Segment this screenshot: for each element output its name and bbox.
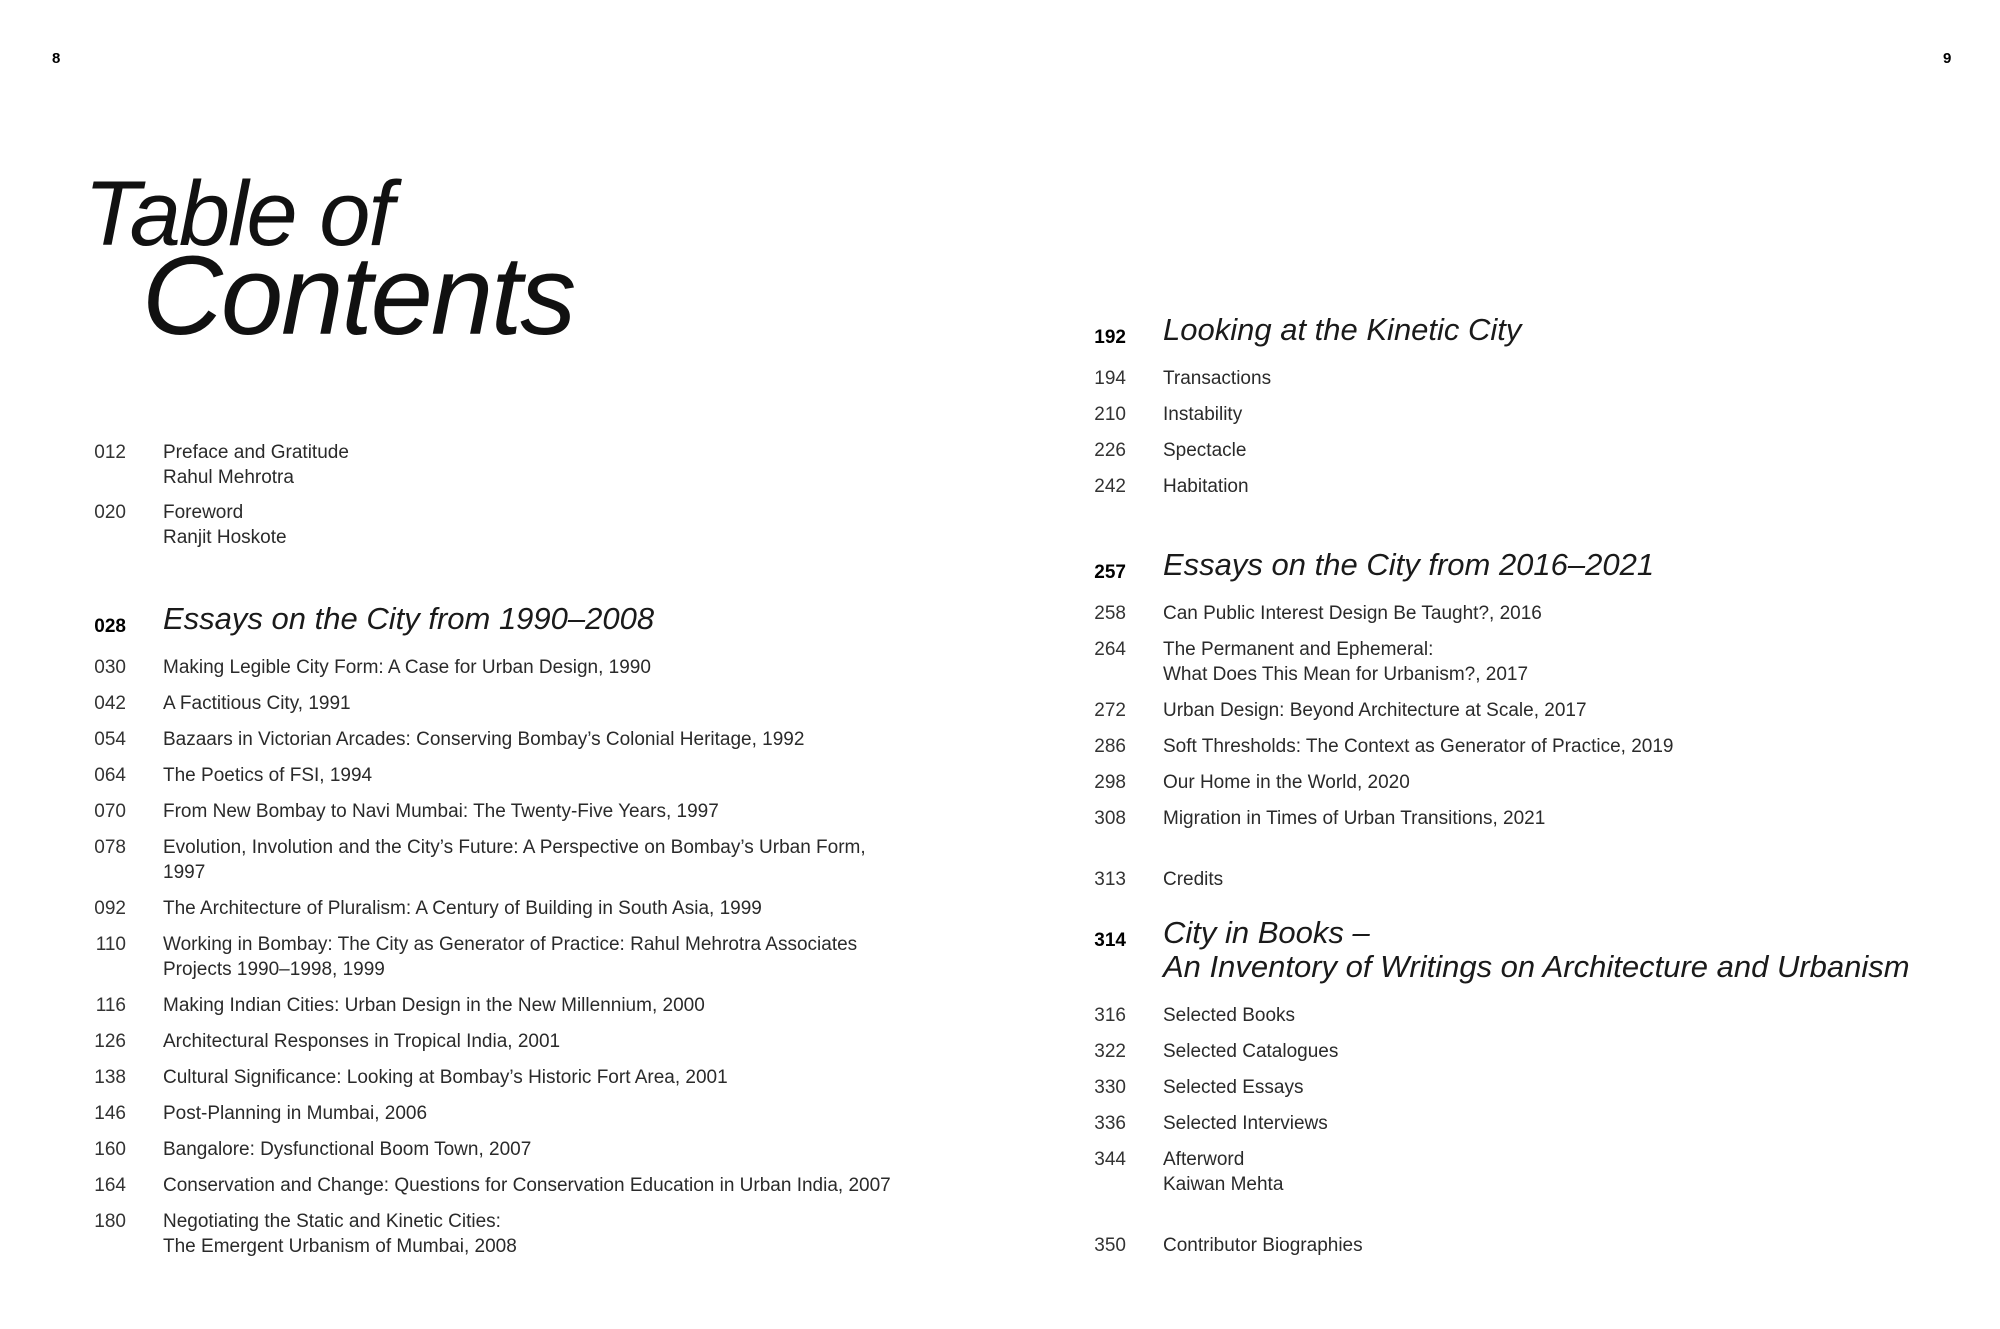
toc-page-number: 180 bbox=[94, 1211, 126, 1232]
toc-entry-author: Rahul Mehrotra bbox=[163, 467, 294, 488]
toc-page-number: 258 bbox=[1094, 603, 1126, 624]
toc-page-number: 350 bbox=[1094, 1235, 1126, 1256]
toc-entry-author: Ranjit Hoskote bbox=[163, 527, 287, 548]
toc-page-number: 344 bbox=[1094, 1149, 1126, 1170]
toc-entry-title: Architectural Responses in Tropical India, 2001 bbox=[163, 1031, 561, 1052]
toc-entry-title: Cultural Significance: Looking at Bombay’s Historic Fort Area, 2001 bbox=[163, 1067, 728, 1088]
toc-entry-title: Spectacle bbox=[1163, 440, 1247, 461]
toc-entry-title: Evolution, Involution and the City’s Future: A Perspective on Bombay’s Urban Form, bbox=[163, 837, 866, 858]
section-page-number: 192 bbox=[1094, 327, 1126, 348]
section-page-number: 314 bbox=[1094, 930, 1126, 951]
page-number-left: 8 bbox=[52, 50, 61, 67]
toc-entry-title: Habitation bbox=[1163, 476, 1249, 497]
toc-page-number: 316 bbox=[1094, 1005, 1126, 1026]
toc-entry-title: Instability bbox=[1163, 404, 1243, 425]
toc-page-number: 092 bbox=[94, 898, 126, 919]
toc-page-number: 336 bbox=[1094, 1113, 1126, 1134]
section-title: Essays on the City from 1990–2008 bbox=[163, 601, 655, 636]
toc-page-number: 313 bbox=[1094, 869, 1126, 890]
toc-entry-title-continued: What Does This Mean for Urbanism?, 2017 bbox=[1163, 664, 1529, 685]
title-line-2: Contents bbox=[142, 233, 575, 358]
toc-entry-title-continued: 1997 bbox=[163, 862, 206, 883]
toc-entry-title: Contributor Biographies bbox=[1163, 1235, 1363, 1256]
toc-entry-title-continued: The Emergent Urbanism of Mumbai, 2008 bbox=[163, 1236, 517, 1257]
toc-page-number: 042 bbox=[94, 693, 126, 714]
toc-page-number: 020 bbox=[94, 502, 126, 523]
toc-entry-title: Urban Design: Beyond Architecture at Scale, 2017 bbox=[1163, 700, 1587, 721]
section-page-number: 028 bbox=[94, 616, 126, 637]
toc-page-number: 164 bbox=[94, 1175, 126, 1196]
toc-entry-title: Soft Thresholds: The Context as Generator of Practice, 2019 bbox=[1163, 736, 1674, 757]
toc-page-number: 012 bbox=[94, 442, 126, 463]
toc-entry-title: Foreword bbox=[163, 502, 244, 523]
toc-page-number: 030 bbox=[94, 657, 126, 678]
toc-page-number: 126 bbox=[94, 1031, 126, 1052]
toc-entry-title: Post-Planning in Mumbai, 2006 bbox=[163, 1103, 428, 1124]
toc-page-number: 210 bbox=[1094, 404, 1126, 425]
section-title: City in Books – bbox=[1163, 915, 1370, 950]
toc-entry-title: Afterword bbox=[1163, 1149, 1245, 1170]
toc-page-number: 054 bbox=[94, 729, 126, 750]
toc-entry-title: Our Home in the World, 2020 bbox=[1163, 772, 1410, 793]
toc-entry-title: A Factitious City, 1991 bbox=[163, 693, 351, 714]
toc-entry-title: Credits bbox=[1163, 869, 1224, 890]
toc-page-number: 110 bbox=[95, 934, 126, 955]
toc-page-number: 064 bbox=[94, 765, 126, 786]
toc-entry-title: Bangalore: Dysfunctional Boom Town, 2007 bbox=[163, 1139, 532, 1160]
toc-page-number: 160 bbox=[94, 1139, 126, 1160]
toc-entry-title: Selected Catalogues bbox=[1163, 1041, 1339, 1062]
toc-entry-title: Selected Interviews bbox=[1163, 1113, 1328, 1134]
toc-page-number: 298 bbox=[1094, 772, 1126, 793]
toc-entry-title: Selected Books bbox=[1163, 1005, 1296, 1026]
toc-page-number: 242 bbox=[1094, 476, 1126, 497]
toc-entry-title: Selected Essays bbox=[1163, 1077, 1304, 1098]
toc-entry-title: Migration in Times of Urban Transitions, 2021 bbox=[1163, 808, 1546, 829]
toc-page-number: 330 bbox=[1094, 1077, 1126, 1098]
page-number-right: 9 bbox=[1943, 50, 1952, 67]
toc-page-number: 226 bbox=[1094, 440, 1126, 461]
toc-page-number: 308 bbox=[1094, 808, 1126, 829]
toc-entry-title-continued: Projects 1990–1998, 1999 bbox=[163, 959, 385, 980]
toc-page-number: 116 bbox=[95, 995, 126, 1016]
toc-entry-title: The Architecture of Pluralism: A Century of Building in South Asia, 1999 bbox=[163, 898, 762, 919]
toc-page-number: 078 bbox=[94, 837, 126, 858]
section-title-continued: An Inventory of Writings on Architecture and Urbanism bbox=[1163, 949, 1910, 984]
toc-entry-title: The Permanent and Ephemeral: bbox=[1163, 639, 1434, 660]
toc-entry-author: Kaiwan Mehta bbox=[1163, 1174, 1284, 1195]
title-line-1: Table of bbox=[84, 163, 392, 265]
toc-page-number: 286 bbox=[1094, 736, 1126, 757]
toc-entry-title: Working in Bombay: The City as Generator of Practice: Rahul Mehrotra Associates bbox=[163, 934, 858, 955]
toc-entry-title: Conservation and Change: Questions for Conservation Education in Urban India, 2007 bbox=[163, 1175, 891, 1196]
toc-page-number: 138 bbox=[94, 1067, 126, 1088]
toc-entry-title: Can Public Interest Design Be Taught?, 2016 bbox=[1163, 603, 1542, 624]
toc-page-number: 264 bbox=[1094, 639, 1126, 660]
toc-entry-title: Bazaars in Victorian Arcades: Conserving Bombay’s Colonial Heritage, 1992 bbox=[163, 729, 805, 750]
section-page-number: 257 bbox=[1094, 562, 1126, 583]
section-title: Essays on the City from 2016–2021 bbox=[1163, 547, 1655, 582]
toc-page-number: 070 bbox=[94, 801, 126, 822]
toc-page-number: 272 bbox=[1094, 700, 1126, 721]
toc-entry-title: From New Bombay to Navi Mumbai: The Twenty-Five Years, 1997 bbox=[163, 801, 719, 822]
toc-entry-title: Transactions bbox=[1163, 368, 1272, 389]
toc-entry-title: Negotiating the Static and Kinetic Cities: bbox=[163, 1211, 501, 1232]
section-title: Looking at the Kinetic City bbox=[1163, 312, 1522, 347]
toc-page-number: 146 bbox=[94, 1103, 126, 1124]
toc-page-number: 322 bbox=[1094, 1041, 1126, 1062]
toc-entry-title: Making Indian Cities: Urban Design in the New Millennium, 2000 bbox=[163, 995, 705, 1016]
toc-entry-title: Preface and Gratitude bbox=[163, 442, 349, 463]
toc-entry-title: Making Legible City Form: A Case for Urban Design, 1990 bbox=[163, 657, 651, 678]
toc-page-number: 194 bbox=[1094, 368, 1126, 389]
toc-entry-title: The Poetics of FSI, 1994 bbox=[163, 765, 373, 786]
